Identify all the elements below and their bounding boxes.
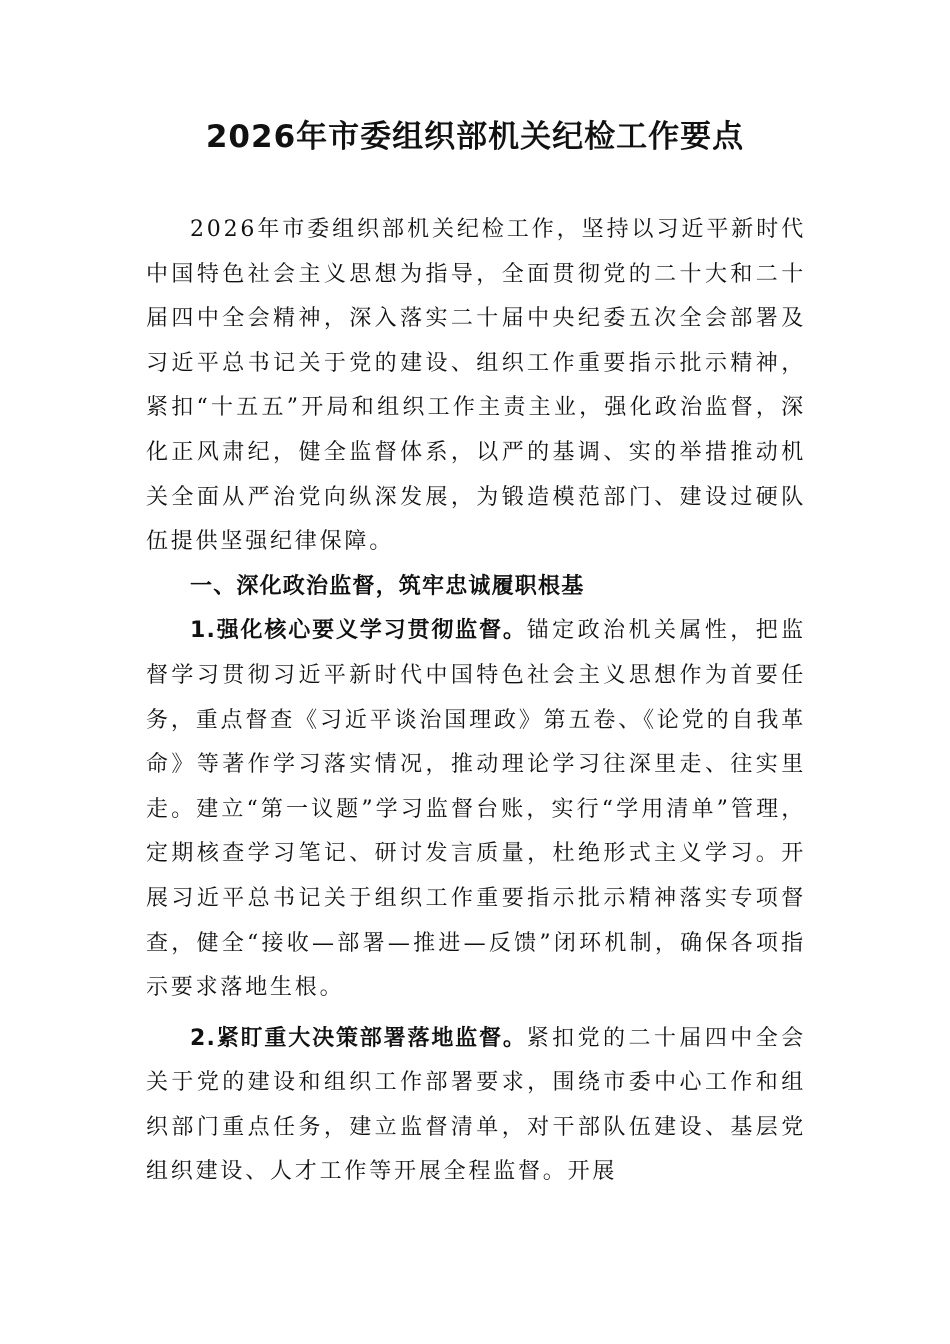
item-2-paragraph (146, 1017, 806, 1195)
intro-paragraph: 2026年市委组织部机关纪检工作，坚持以习近平新时代中国特色社会主义思想为指导，全面贯彻党的二十大和二十届四中全会精神，深入落实二十届中央纪委五次全会部署及习近平总书记关于党的建设、组织工作重要指示批示精神，紧扣“十五五”开局和组织工作主责主业，强化政治监督，深化正风肃纪，健全监督体系，以严的基调、实的举措推动机关全面从严治党向纵深发展，为锻造模范部门、建设过硬队伍提供坚强纪律保障。 (146, 217, 806, 555)
item-2-body: 紧扣党的二十届四中全会关于党的建设和组织工作部署要求，围绕市委中心工作和组织部门重点任务，建立监督清单，对干部队伍建设、基层党组织建设、人才工作等开展全程监督。开展 (146, 1025, 806, 1185)
document-body (146, 208, 806, 1195)
document-title: 2026年市委组织部机关纪检工作要点 (205, 119, 745, 155)
item-1-lead: 1.强化核心要义学习贯彻监督。 (190, 618, 527, 644)
item-1-paragraph (146, 609, 806, 1010)
section-heading-1: 一、深化政治监督，筑牢忠诚履职根基 (190, 573, 585, 599)
item-2-lead: 2.紧盯重大决策部署落地监督。 (190, 1025, 527, 1051)
item-1-body: 锚定政治机关属性，把监督学习贯彻习近平新时代中国特色社会主义思想作为首要任务，重点督查《习近平谈治国理政》第五卷、《论党的自我革命》等著作学习落实情况，推动理论学习往深里走、往实里走。建立“第一议题”学习监督台账，实行“学用清单”管理，定期核查学习笔记、研讨发言质量，杜绝形式主义学习。开展习近平总书记关于组织工作重要指示批示精神落实专项督查，健全“接收—部署—推进—反馈”闭环机制，确保各项指示要求落地生根。 (146, 618, 806, 1001)
